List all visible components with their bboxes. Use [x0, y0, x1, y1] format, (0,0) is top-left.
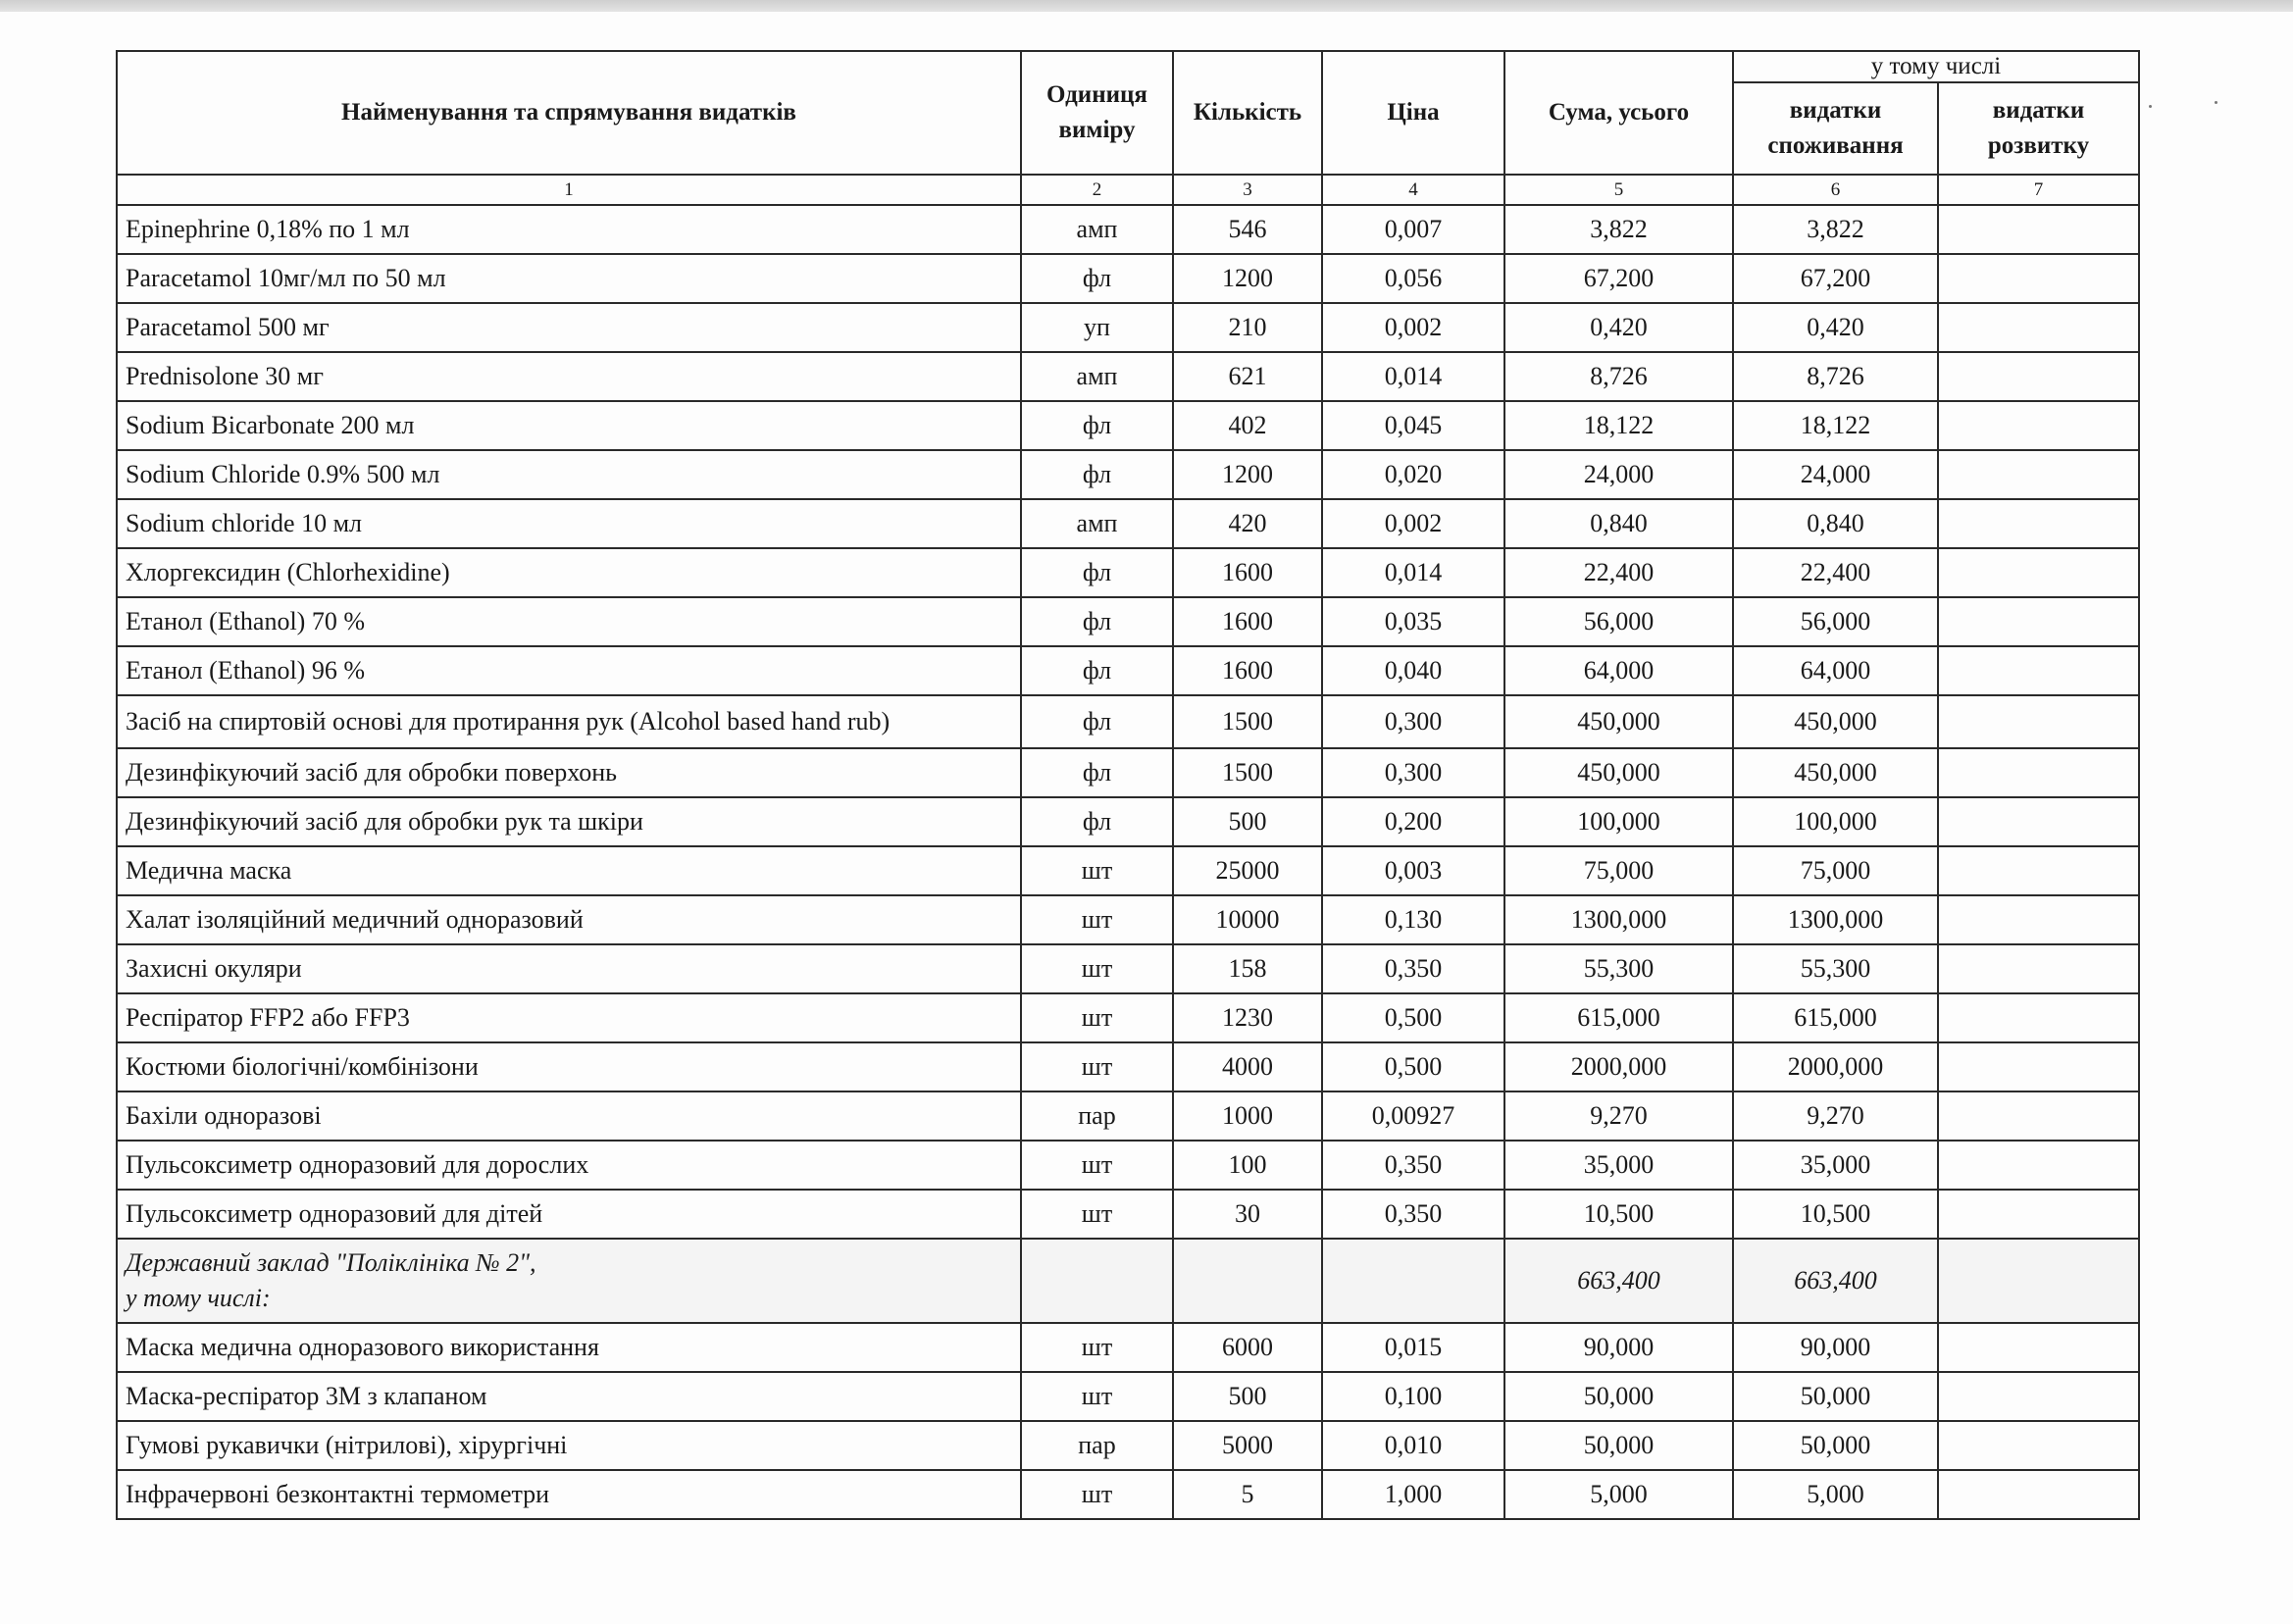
cell-quantity: 30 [1173, 1190, 1322, 1239]
column-number: 7 [1938, 175, 2139, 205]
table-row [117, 548, 2139, 597]
table-row [117, 1323, 2139, 1372]
cell-development [1938, 548, 2139, 597]
cell-consumption: 2000,000 [1733, 1042, 1938, 1091]
cell-name: Sodium Bicarbonate 200 мл [117, 401, 1021, 450]
cell-quantity: 1600 [1173, 646, 1322, 695]
expenditure-table [116, 50, 2140, 1520]
cell-total: 35,000 [1504, 1141, 1733, 1190]
cell-unit: пар [1021, 1091, 1173, 1141]
cell-unit: уп [1021, 303, 1173, 352]
table-row [117, 1141, 2139, 1190]
cell-quantity: 621 [1173, 352, 1322, 401]
table-row [117, 499, 2139, 548]
cell-price: 0,045 [1322, 401, 1504, 450]
cell-name: Костюми біологічні/комбінізони [117, 1042, 1021, 1091]
cell-quantity: 210 [1173, 303, 1322, 352]
table-row [117, 1470, 2139, 1519]
cell-development [1938, 895, 2139, 944]
cell-unit: амп [1021, 352, 1173, 401]
cell-unit: фл [1021, 797, 1173, 846]
cell-total: 50,000 [1504, 1372, 1733, 1421]
cell-development [1938, 1091, 2139, 1141]
cell-development [1938, 499, 2139, 548]
cell-name: Пульсоксиметр одноразовий для дорослих [117, 1141, 1021, 1190]
cell-total: 0,420 [1504, 303, 1733, 352]
cell-name: Медична маска [117, 846, 1021, 895]
cell-unit: пар [1021, 1421, 1173, 1470]
cell-consumption: 0,840 [1733, 499, 1938, 548]
table-row [117, 846, 2139, 895]
cell-price: 0,003 [1322, 846, 1504, 895]
cell-development [1938, 1190, 2139, 1239]
cell-total: 8,726 [1504, 352, 1733, 401]
cell-unit: фл [1021, 401, 1173, 450]
cell-total: 5,000 [1504, 1470, 1733, 1519]
cell-price: 0,035 [1322, 597, 1504, 646]
cell-unit: шт [1021, 1372, 1173, 1421]
cell-name: Маска-респіратор 3М з клапаном [117, 1372, 1021, 1421]
cell-total: 2000,000 [1504, 1042, 1733, 1091]
cell-total: 55,300 [1504, 944, 1733, 993]
cell-total: 50,000 [1504, 1421, 1733, 1470]
cell-development [1938, 401, 2139, 450]
cell-total: 100,000 [1504, 797, 1733, 846]
cell-unit: фл [1021, 695, 1173, 748]
cell-total: 3,822 [1504, 205, 1733, 254]
column-number: 5 [1504, 175, 1733, 205]
group-cell-quantity [1173, 1239, 1322, 1323]
table-row [117, 944, 2139, 993]
cell-price: 0,056 [1322, 254, 1504, 303]
cell-name: Epinephrine 0,18% по 1 мл [117, 205, 1021, 254]
cell-unit: шт [1021, 895, 1173, 944]
cell-name: Етанол (Ethanol) 96 % [117, 646, 1021, 695]
header-unit: Одиниця виміру [1021, 51, 1173, 175]
cell-consumption: 67,200 [1733, 254, 1938, 303]
scan-edge [0, 0, 2293, 12]
cell-price: 0,350 [1322, 944, 1504, 993]
cell-development [1938, 646, 2139, 695]
table-row [117, 748, 2139, 797]
scan-speck [2215, 101, 2217, 104]
cell-name: Інфрачервоні безконтактні термометри [117, 1470, 1021, 1519]
table-row [117, 646, 2139, 695]
cell-total: 67,200 [1504, 254, 1733, 303]
cell-quantity: 4000 [1173, 1042, 1322, 1091]
cell-unit: фл [1021, 646, 1173, 695]
header-row [117, 51, 2139, 82]
cell-development [1938, 450, 2139, 499]
cell-quantity: 500 [1173, 797, 1322, 846]
table-row [117, 254, 2139, 303]
cell-price: 0,300 [1322, 695, 1504, 748]
cell-quantity: 5 [1173, 1470, 1322, 1519]
cell-price: 1,000 [1322, 1470, 1504, 1519]
table-row [117, 205, 2139, 254]
cell-development [1938, 1372, 2139, 1421]
cell-consumption: 64,000 [1733, 646, 1938, 695]
header-including-group: у тому числі [1733, 51, 2139, 82]
column-number: 2 [1021, 175, 1173, 205]
cell-unit: фл [1021, 597, 1173, 646]
cell-price: 0,350 [1322, 1141, 1504, 1190]
cell-development [1938, 748, 2139, 797]
cell-quantity: 1600 [1173, 597, 1322, 646]
cell-quantity: 546 [1173, 205, 1322, 254]
cell-consumption: 9,270 [1733, 1091, 1938, 1141]
cell-total: 450,000 [1504, 695, 1733, 748]
cell-unit: шт [1021, 1323, 1173, 1372]
cell-name: Гумові рукавички (нітрилові), хірургічні [117, 1421, 1021, 1470]
table-row [117, 1372, 2139, 1421]
cell-development [1938, 205, 2139, 254]
cell-price: 0,350 [1322, 1190, 1504, 1239]
group-cell-development [1938, 1239, 2139, 1323]
table-row [117, 303, 2139, 352]
cell-unit: шт [1021, 1470, 1173, 1519]
cell-price: 0,00927 [1322, 1091, 1504, 1141]
cell-consumption: 100,000 [1733, 797, 1938, 846]
cell-name: Paracetamol 500 мг [117, 303, 1021, 352]
cell-quantity: 25000 [1173, 846, 1322, 895]
cell-unit: шт [1021, 1190, 1173, 1239]
table-row [117, 695, 2139, 748]
cell-price: 0,014 [1322, 352, 1504, 401]
cell-consumption: 5,000 [1733, 1470, 1938, 1519]
cell-name: Sodium Chloride 0.9% 500 мл [117, 450, 1021, 499]
cell-quantity: 402 [1173, 401, 1322, 450]
cell-consumption: 50,000 [1733, 1372, 1938, 1421]
cell-name: Prednisolone 30 мг [117, 352, 1021, 401]
cell-price: 0,300 [1322, 748, 1504, 797]
table-row [117, 797, 2139, 846]
cell-consumption: 55,300 [1733, 944, 1938, 993]
cell-name: Paracetamol 10мг/мл по 50 мл [117, 254, 1021, 303]
cell-quantity: 158 [1173, 944, 1322, 993]
cell-total: 9,270 [1504, 1091, 1733, 1141]
cell-consumption: 8,726 [1733, 352, 1938, 401]
cell-price: 0,500 [1322, 993, 1504, 1042]
table-row [117, 993, 2139, 1042]
cell-unit: фл [1021, 548, 1173, 597]
cell-name: Sodium chloride 10 мл [117, 499, 1021, 548]
cell-consumption: 0,420 [1733, 303, 1938, 352]
cell-price: 0,010 [1322, 1421, 1504, 1470]
cell-name: Захисні окуляри [117, 944, 1021, 993]
cell-quantity: 420 [1173, 499, 1322, 548]
column-number: 3 [1173, 175, 1322, 205]
cell-quantity: 100 [1173, 1141, 1322, 1190]
cell-development [1938, 695, 2139, 748]
header-consumption: видатки споживання [1733, 82, 1938, 175]
cell-total: 64,000 [1504, 646, 1733, 695]
cell-unit: шт [1021, 993, 1173, 1042]
table-row [117, 1421, 2139, 1470]
cell-quantity: 1500 [1173, 695, 1322, 748]
cell-development [1938, 944, 2139, 993]
cell-consumption: 75,000 [1733, 846, 1938, 895]
cell-unit: шт [1021, 1042, 1173, 1091]
table-row [117, 401, 2139, 450]
cell-consumption: 56,000 [1733, 597, 1938, 646]
group-cell-price [1322, 1239, 1504, 1323]
column-number: 4 [1322, 175, 1504, 205]
cell-unit: фл [1021, 450, 1173, 499]
cell-consumption: 615,000 [1733, 993, 1938, 1042]
cell-name: Маска медична одноразового використання [117, 1323, 1021, 1372]
cell-consumption: 90,000 [1733, 1323, 1938, 1372]
cell-name: Бахіли одноразові [117, 1091, 1021, 1141]
cell-name: Хлоргексидин (Chlorhexidine) [117, 548, 1021, 597]
cell-development [1938, 1470, 2139, 1519]
cell-unit: амп [1021, 499, 1173, 548]
cell-total: 615,000 [1504, 993, 1733, 1042]
cell-price: 0,200 [1322, 797, 1504, 846]
cell-name: Пульсоксиметр одноразовий для дітей [117, 1190, 1021, 1239]
header-price: Ціна [1322, 51, 1504, 175]
cell-unit: шт [1021, 846, 1173, 895]
cell-total: 75,000 [1504, 846, 1733, 895]
cell-price: 0,100 [1322, 1372, 1504, 1421]
cell-total: 56,000 [1504, 597, 1733, 646]
cell-total: 18,122 [1504, 401, 1733, 450]
cell-development [1938, 1323, 2139, 1372]
cell-total: 24,000 [1504, 450, 1733, 499]
cell-total: 10,500 [1504, 1190, 1733, 1239]
cell-name: Етанол (Ethanol) 70 % [117, 597, 1021, 646]
cell-unit: амп [1021, 205, 1173, 254]
cell-quantity: 1000 [1173, 1091, 1322, 1141]
cell-quantity: 6000 [1173, 1323, 1322, 1372]
cell-price: 0,007 [1322, 205, 1504, 254]
table-row [117, 450, 2139, 499]
cell-development [1938, 303, 2139, 352]
cell-consumption: 450,000 [1733, 695, 1938, 748]
group-name-line2: у тому числі: [126, 1284, 271, 1312]
cell-price: 0,130 [1322, 895, 1504, 944]
cell-unit: шт [1021, 944, 1173, 993]
cell-total: 1300,000 [1504, 895, 1733, 944]
group-cell-total: 663,400 [1504, 1239, 1733, 1323]
cell-consumption: 450,000 [1733, 748, 1938, 797]
cell-name: Дезинфікуючий засіб для обробки рук та шкіри [117, 797, 1021, 846]
cell-consumption: 3,822 [1733, 205, 1938, 254]
cell-consumption: 24,000 [1733, 450, 1938, 499]
column-number-row [117, 175, 2139, 205]
scan-speck [2149, 105, 2152, 108]
cell-quantity: 1600 [1173, 548, 1322, 597]
cell-name: Дезинфікуючий засіб для обробки поверхонь [117, 748, 1021, 797]
cell-quantity: 5000 [1173, 1421, 1322, 1470]
cell-consumption: 35,000 [1733, 1141, 1938, 1190]
cell-price: 0,015 [1322, 1323, 1504, 1372]
group-subtotal-row [117, 1239, 2139, 1323]
cell-unit: шт [1021, 1141, 1173, 1190]
header-quantity: Кількість [1173, 51, 1322, 175]
column-number: 6 [1733, 175, 1938, 205]
cell-consumption: 18,122 [1733, 401, 1938, 450]
group-cell-unit [1021, 1239, 1173, 1323]
cell-quantity: 500 [1173, 1372, 1322, 1421]
cell-price: 0,002 [1322, 499, 1504, 548]
group-name [117, 1239, 1021, 1323]
group-name-line1: Державний заклад "Поліклініка № 2", [126, 1248, 536, 1277]
column-number: 1 [117, 175, 1021, 205]
table-row [117, 352, 2139, 401]
cell-quantity: 1200 [1173, 450, 1322, 499]
cell-development [1938, 352, 2139, 401]
table-row [117, 1190, 2139, 1239]
cell-development [1938, 1042, 2139, 1091]
cell-total: 450,000 [1504, 748, 1733, 797]
table-row [117, 1091, 2139, 1141]
cell-consumption: 22,400 [1733, 548, 1938, 597]
cell-name: Халат ізоляційний медичний одноразовий [117, 895, 1021, 944]
cell-price: 0,020 [1322, 450, 1504, 499]
header-name: Найменування та спрямування видатків [117, 51, 1021, 175]
cell-quantity: 10000 [1173, 895, 1322, 944]
table-row [117, 597, 2139, 646]
cell-quantity: 1200 [1173, 254, 1322, 303]
cell-development [1938, 846, 2139, 895]
cell-unit: фл [1021, 748, 1173, 797]
cell-development [1938, 1141, 2139, 1190]
cell-total: 0,840 [1504, 499, 1733, 548]
cell-quantity: 1230 [1173, 993, 1322, 1042]
cell-consumption: 10,500 [1733, 1190, 1938, 1239]
cell-development [1938, 993, 2139, 1042]
cell-name: Засіб на спиртовій основі для протирання рук (Alcohol based hand rub) [117, 695, 1021, 748]
cell-development [1938, 254, 2139, 303]
cell-development [1938, 597, 2139, 646]
cell-total: 90,000 [1504, 1323, 1733, 1372]
cell-price: 0,014 [1322, 548, 1504, 597]
cell-quantity: 1500 [1173, 748, 1322, 797]
header-total: Сума, усього [1504, 51, 1733, 175]
cell-price: 0,500 [1322, 1042, 1504, 1091]
cell-development [1938, 1421, 2139, 1470]
cell-unit: фл [1021, 254, 1173, 303]
cell-name: Респіратор FFP2 або FFP3 [117, 993, 1021, 1042]
cell-development [1938, 797, 2139, 846]
cell-price: 0,040 [1322, 646, 1504, 695]
cell-consumption: 1300,000 [1733, 895, 1938, 944]
table-row [117, 895, 2139, 944]
cell-total: 22,400 [1504, 548, 1733, 597]
group-cell-consumption: 663,400 [1733, 1239, 1938, 1323]
cell-price: 0,002 [1322, 303, 1504, 352]
cell-consumption: 50,000 [1733, 1421, 1938, 1470]
header-development: видатки розвитку [1938, 82, 2139, 175]
table-row [117, 1042, 2139, 1091]
